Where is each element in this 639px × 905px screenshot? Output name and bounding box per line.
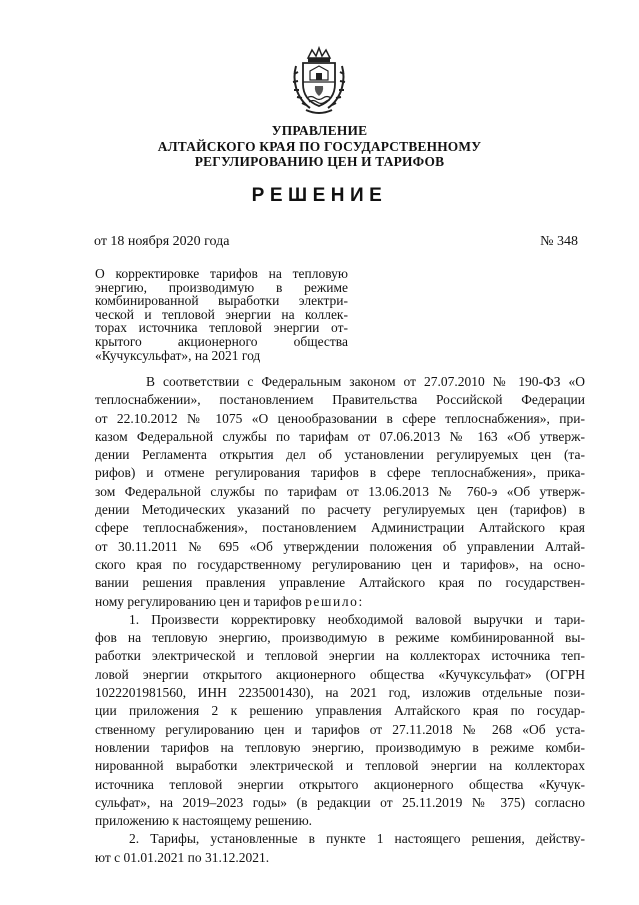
preamble-line: от 22.10.2012 № 1075 «О ценообразовании в сфере теплоснабжения», при- <box>95 410 585 426</box>
item1-line: источника тепловой энергии открытого акционерного общества «Кучук- <box>95 776 585 792</box>
resolves-word: решило: <box>305 593 364 609</box>
item1-last-line: приложению к настоящему решению. <box>95 813 313 829</box>
item1-line: фов на тепловую энергию, производимую в режиме комбинированной вы- <box>95 630 585 646</box>
coat-of-arms-icon <box>288 44 350 118</box>
item1-line: сульфат», на 2019–2023 годы» (в редакции от 25.11.2019 № 375) согласно <box>95 794 585 810</box>
org-line: РЕГУЛИРОВАНИЮ ЦЕН И ТАРИФОВ <box>194 154 445 169</box>
document-number: № 348 <box>540 234 578 249</box>
org-line: УПРАВЛЕНИЕ <box>271 123 368 138</box>
subject-line: комбинированной выработки электри- <box>95 293 348 309</box>
subject-line: ческой и тепловой энергии на коллек- <box>95 306 348 322</box>
preamble-line: ского края по государственному регулированию цен и тарифов», на осно- <box>95 556 585 572</box>
item1-line: работки электрической и тепловой энергии на коллекторах источника теп- <box>95 648 585 664</box>
item1-line: 1. Произвести корректировку необходимой валовой выручки и тари- <box>129 611 585 627</box>
item1-line: ственному регулированию цен и тарифов от 27.11.2018 № 268 «Об уста- <box>95 721 585 737</box>
subject-line: торах источника тепловой энергии от- <box>95 320 348 336</box>
subject-line: «Кучуксульфат», на 2021 год <box>95 347 261 363</box>
preamble-line: сфере теплоснабжения», постановлением Администрации Алтайского края <box>95 520 585 536</box>
subject-line: энергию, производимую в режиме <box>95 279 348 295</box>
issuing-authority <box>0 123 639 170</box>
subject-line: О корректировке тарифов на тепловую <box>95 266 348 281</box>
preamble-line: рифов) и отмене регулирования тарифов в сфере теплоснабжения», прика- <box>95 465 585 481</box>
preamble-line: теплоснабжении», постановлением Правительства Российской Федерации <box>95 392 585 408</box>
preamble-line: вании решения правления управление Алтайского края по государствен- <box>95 575 585 591</box>
item1-line: ции приложения 2 к решению управления Алтайского края по государ- <box>95 703 585 719</box>
preamble-line: зом Федеральной службы по тарифам от 13.06.2013 № 760-э «Об утверж- <box>95 483 585 499</box>
item1-line: 1022201981560, ИНН 2235001430), на 2021 год, изложив отдельные пози- <box>95 685 585 701</box>
item2-last-line: ют с 01.01.2021 по 31.12.2021. <box>95 849 270 865</box>
document-type-title: РЕШЕНИЕ <box>251 185 388 206</box>
preamble-line: казом Федеральной службы по тарифам от 07.06.2013 № 163 «Об утверж- <box>95 428 585 444</box>
preamble-tail: ному регулированию цен и тарифов <box>95 593 302 609</box>
preamble-line: В соответствии с Федеральным законом от 27.07.2010 № 190-ФЗ «О <box>146 374 585 389</box>
document-date: от 18 ноября 2020 года <box>94 234 230 249</box>
document-subject <box>95 267 348 362</box>
item1-line: новлении тарифов на тепловую энергию, производимую в режиме комби- <box>95 739 585 755</box>
preamble-line: дении Методических указаний по расчету регулируемых цен (тарифов) в <box>95 502 585 518</box>
item2-line: 2. Тарифы, установленные в пункте 1 настоящего решения, действу- <box>129 831 585 847</box>
preamble-line: дении Регламента открытия дел об установлении регулируемых цен (та- <box>95 447 585 463</box>
item1-line: ловой энергии открытого акционерного общества «Кучуксульфат» (ОГРН <box>95 666 585 682</box>
document-body <box>95 373 585 867</box>
preamble-line: от 30.11.2011 № 695 «Об утверждении положения об управлении Алтай- <box>95 538 585 554</box>
preamble-last-line <box>95 593 585 611</box>
org-line: АЛТАЙСКОГО КРАЯ ПО ГОСУДАРСТВЕННОМУ <box>157 138 482 154</box>
item1-line: нированной выработки электрической и тепловой энергии на коллекторах <box>95 758 585 774</box>
subject-line: крытого акционерного общества <box>95 333 348 349</box>
